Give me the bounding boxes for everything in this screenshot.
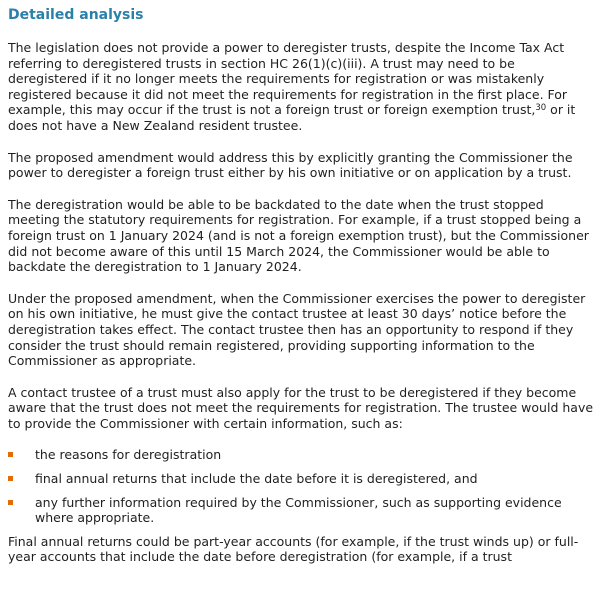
square-bullet-icon [8, 452, 13, 457]
bullet-text: any further information required by the Commissioner, such as supporting evidence where appropriate. [35, 494, 562, 526]
paragraph-notice-period: Under the proposed amendment, when the Commissioner exercises the power to deregister on his own initiative, he must give the contact trustee at least 30 days’ notice before the deregistration takes effect. The contact trustee then has an opportunity to respond if they consider the trust should remain registered, providing supporting information to the Commissioner as appropriate. [8, 290, 586, 369]
list-item [8, 471, 597, 487]
bullet-text: final annual returns that include the date before it is deregistered, and [35, 471, 478, 487]
paragraph-final-annual-returns: Final annual returns could be part-year accounts (for example, if the trust winds up) or full-year accounts that include the date before deregistration (for example, if a trust [8, 533, 579, 565]
footnote-reference-30: 30 [535, 103, 547, 114]
bullet-text: the reasons for deregistration [35, 447, 222, 463]
bullet-marker-column [8, 471, 35, 481]
square-bullet-icon [8, 500, 13, 505]
square-bullet-icon [8, 476, 13, 481]
paragraph-contact-trustee: A contact trustee of a trust must also apply for the trust to be deregistered if they become aware that the trust does not meet the requirements for registration. The trustee would have to provide the Commissioner with certain information, such as: [8, 384, 594, 431]
list-item [8, 495, 597, 526]
paragraph-backdating: The deregistration would be able to be backdated to the date when the trust stopped meeting the statutory requirements for registration. For example, if a trust stopped being a foreign trust on 1 January 2024 (and is not a foreign exemption trust), but the Commissioner did not become aware of this until 15 March 2024, the Commissioner would be able to backdate the deregistration to 1 January 2024. [8, 196, 589, 275]
bullet-marker-column [8, 495, 35, 505]
paragraph-legislation [8, 40, 597, 134]
bullet-marker-column [8, 447, 35, 457]
bullet-list [8, 447, 597, 525]
list-item [8, 447, 597, 463]
paragraph-text: The legislation does not provide a power to deregister trusts, despite the Income Tax Act referring to deregistered trusts in section HC 26(1)(c)(iii). A trust may need to be deregistered if it no longer meets the requirements for registration or was mistakenly registered because it did not meet the requirements for registration in the first place. For example, this may occur if the trust is not a foreign trust or foreign exemption trust, [8, 40, 568, 118]
section-heading: Detailed analysis [8, 7, 144, 23]
paragraph-text: or it does not have a New Zealand resident trustee. [8, 102, 576, 133]
paragraph-proposed-amendment: The proposed amendment would address this by explicitly granting the Commissioner the power to deregister a foreign trust either by his own initiative or on application by a trust. [8, 149, 573, 181]
